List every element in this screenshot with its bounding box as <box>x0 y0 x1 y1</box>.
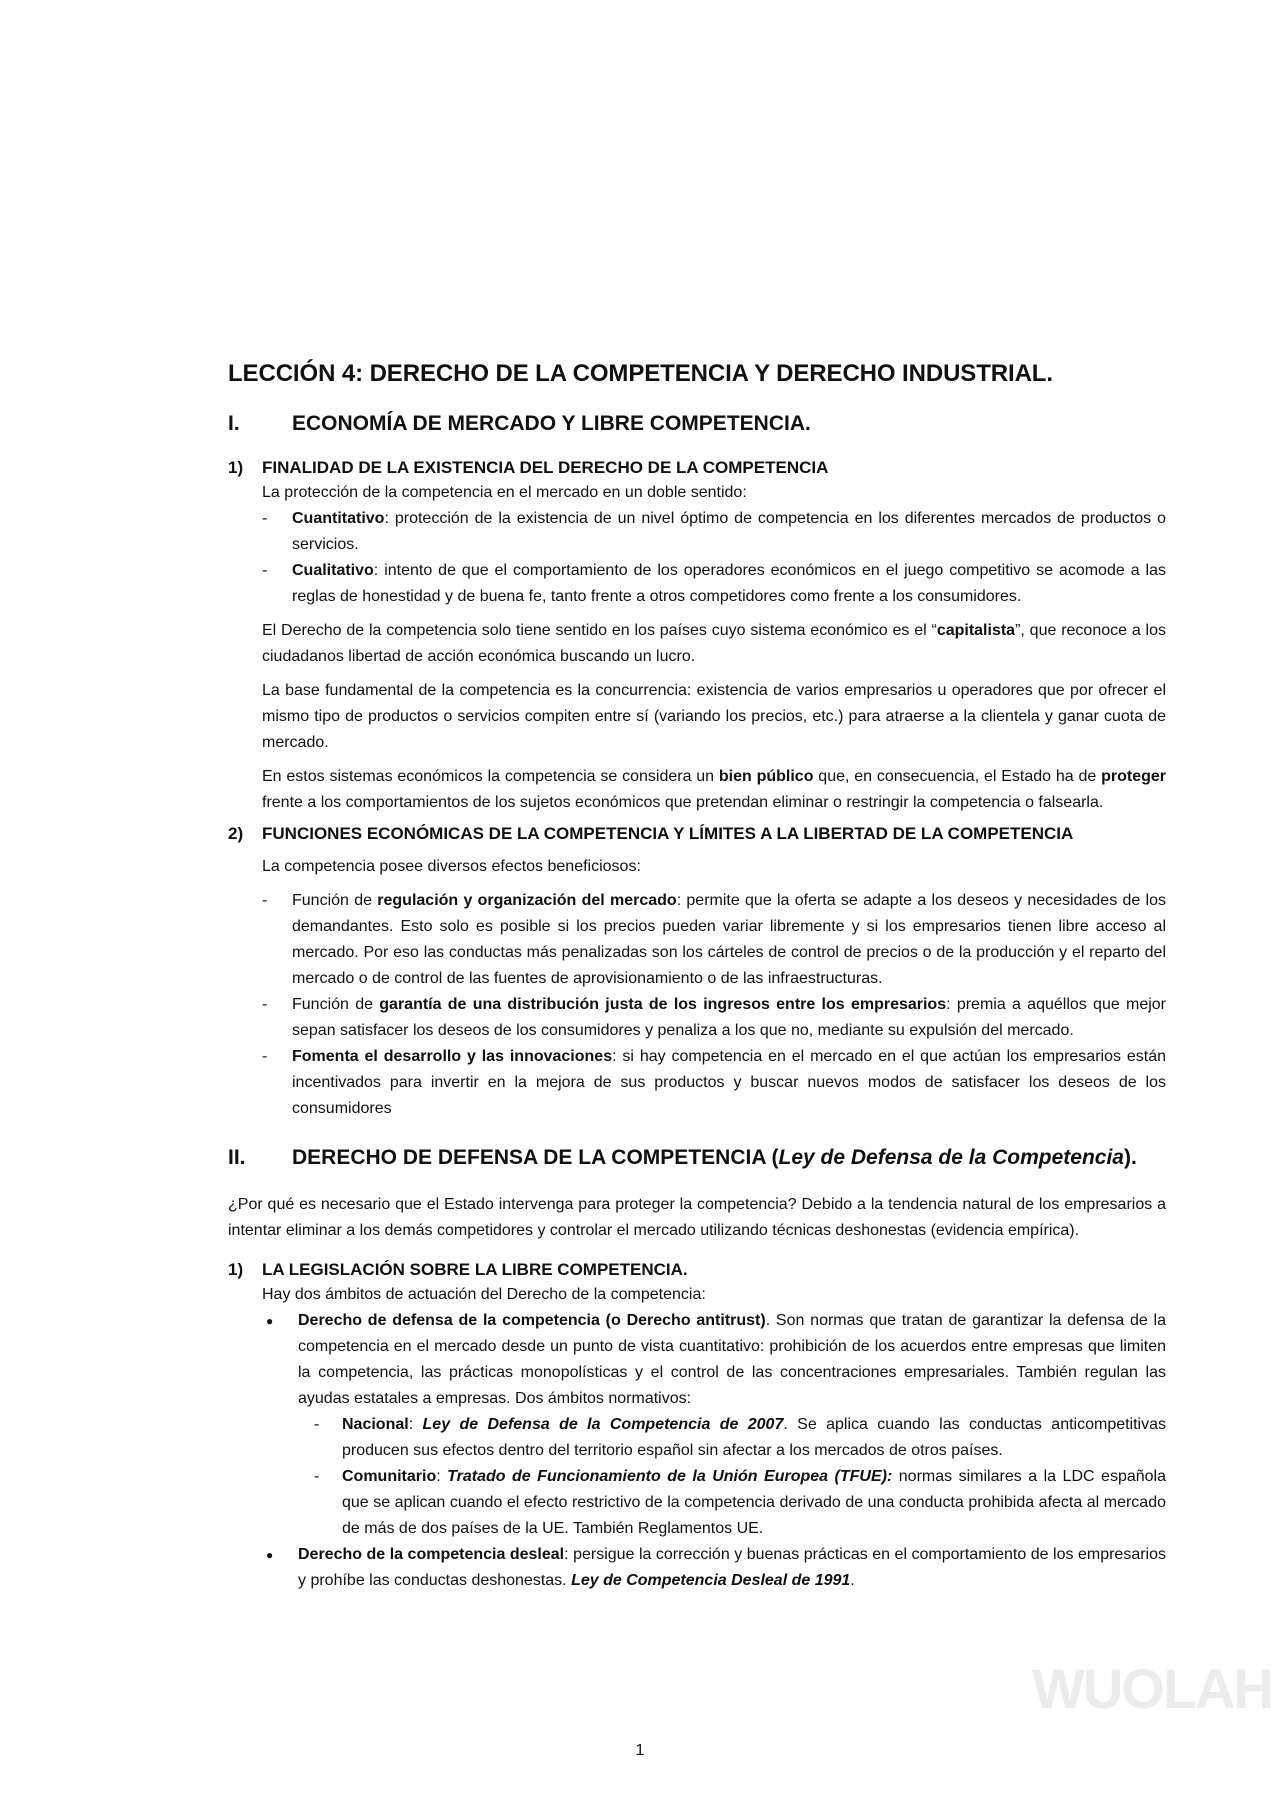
section-heading-1 <box>228 412 1166 436</box>
list-item: - Fomenta el desarrollo y las innovaciones: si hay competencia en el mercado en el que actúan los empresarios están incentivados para invertir en la mejora de sus productos y buscar nuevos modos de satisfacer los deseos de los consumidores <box>262 1044 1166 1122</box>
section-title: DERECHO DE DEFENSA DE LA COMPETENCIA (Ley de Defensa de la Competencia). <box>292 1146 1137 1169</box>
paragraph: ¿Por qué es necesario que el Estado intervenga para proteger la competencia? Debido a la tendencia natural de los empresarios a intentar eliminar a los demás competidores y controlar el mercado utilizando técnicas deshonestas (evidencia empírica). <box>228 1196 1166 1239</box>
subsection-heading-1-2 <box>228 824 1166 844</box>
sub-list <box>298 1412 1166 1542</box>
list-item: ● Derecho de la competencia desleal: persigue la corrección y buenas prácticas en el comportamiento de los empresarios y prohíbe las conductas deshonestas. Ley de Competencia Desleal de 1991. <box>262 1542 1166 1594</box>
page-content <box>228 360 1166 1594</box>
paragraph: En estos sistemas económicos la competencia se considera un bien público que, en consecuencia, el Estado ha de proteger frente a los comportamientos de los sujetos económicos que pretendan eliminar o restringir la competencia o falsearla. <box>262 768 1166 811</box>
dash-list <box>262 888 1166 1122</box>
section-number: I. <box>228 412 240 435</box>
section-number: II. <box>228 1146 246 1169</box>
subsection-number: 2) <box>228 824 244 843</box>
subsection-number: 1) <box>228 1260 244 1279</box>
intro-paragraph: La protección de la competencia en el mercado en un doble sentido: <box>262 484 747 501</box>
subsection-body-1-2 <box>262 854 1166 1122</box>
lesson-title: LECCIÓN 4: DERECHO DE LA COMPETENCIA Y DERECHO INDUSTRIAL. <box>228 360 1053 387</box>
subsection-body-2-1 <box>262 1282 1166 1594</box>
subsection-title: FINALIDAD DE LA EXISTENCIA DEL DERECHO DE LA COMPETENCIA <box>262 458 829 477</box>
paragraph: La base fundamental de la competencia es la concurrencia: existencia de varios empresarios u operadores que por ofrecer el mismo tipo de productos o servicios compiten entre sí (variando los precios, etc.) para atraerse a la clientela y ganar cuota de mercado. <box>262 682 1166 751</box>
list-item: - Función de garantía de una distribución justa de los ingresos entre los empresarios: premia a aquéllos que mejor sepan satisfacer los deseos de los consumidores y penaliza a los que no, mediante su expulsión del mercado. <box>262 992 1166 1044</box>
paragraph: El Derecho de la competencia solo tiene sentido en los países cuyo sistema económico es el “capitalista”, que reconoce a los ciudadanos libertad de acción económica buscando un lucro. <box>262 622 1166 665</box>
list-item: ● Derecho de defensa de la competencia (o Derecho antitrust). Son normas que tratan de garantizar la defensa de la competencia en el mercado desde un punto de vista cuantitativo: prohibición de los acuerdos entre empresas que limiten la competencia, las prácticas monopolísticas y el control de las concentraciones empresariales. También regulan las ayudas estatales a empresas. Dos ámbitos normativos: - Nacional: Ley de Defensa de la Competencia de 2007. Se aplica cuando las conductas anticompetitivas producen sus efectos dentro del territorio español sin afectar a los mercados de otros países. - Comunitario: Tratado de Funcionamiento de la Unión Europea (TFUE): normas similares a la LDC española que se aplican cuando el efecto restrictivo de la competencia derivado de una conducta prohibida afecta al mercado de más de dos países de la UE. También Reglamentos UE. <box>262 1308 1166 1542</box>
bullet-list <box>262 1308 1166 1594</box>
sub-list-item: - Comunitario: Tratado de Funcionamiento de la Unión Europea (TFUE): normas similares a la LDC española que se aplican cuando el efecto restrictivo de la competencia derivado de una conducta prohibida afecta al mercado de más de dos países de la UE. También Reglamentos UE. <box>304 1464 1166 1542</box>
subsection-title: LA LEGISLACIÓN SOBRE LA LIBRE COMPETENCIA. <box>262 1260 688 1279</box>
list-item: - Función de regulación y organización del mercado: permite que la oferta se adapte a los deseos y necesidades de los demandantes. Esto solo es posible si los precios pueden variar libremente y si los empresarios tienen libre acceso al mercado. Por eso las conductas más penalizadas son los cárteles de control de precios o de la producción y el reparto del mercado o de control de las fuentes de aprovisionamiento o de las infraestructuras. <box>262 888 1166 992</box>
list-item: - Cuantitativo: protección de la existencia de un nivel óptimo de competencia en los diferentes mercados de productos o servicios. <box>262 506 1166 558</box>
subsection-heading-1-1 <box>228 458 1166 478</box>
intro-paragraph: Hay dos ámbitos de actuación del Derecho de la competencia: <box>262 1286 706 1303</box>
subsection-body-1-1 <box>262 480 1166 816</box>
subsection-number: 1) <box>228 458 244 477</box>
intro-paragraph: La competencia posee diversos efectos beneficiosos: <box>262 858 641 875</box>
list-item: - Cualitativo: intento de que el comportamiento de los operadores económicos en el juego competitivo se acomode a las reglas de honestidad y de buena fe, tanto frente a otros competidores como frente a los consumidores. <box>262 558 1166 610</box>
section-title: ECONOMÍA DE MERCADO Y LIBRE COMPETENCIA. <box>292 412 811 435</box>
dash-list <box>262 506 1166 610</box>
sub-list-item: - Nacional: Ley de Defensa de la Competencia de 2007. Se aplica cuando las conductas anticompetitivas producen sus efectos dentro del territorio español sin afectar a los mercados de otros países. <box>304 1412 1166 1464</box>
watermark-logo: WUOLAH <box>1032 1657 1272 1720</box>
page-number: 1 <box>635 1742 645 1759</box>
subsection-title: FUNCIONES ECONÓMICAS DE LA COMPETENCIA Y LÍMITES A LA LIBERTAD DE LA COMPETENCIA <box>262 824 1074 843</box>
section-heading-2 <box>228 1146 1166 1170</box>
subsection-heading-2-1 <box>228 1260 1166 1280</box>
